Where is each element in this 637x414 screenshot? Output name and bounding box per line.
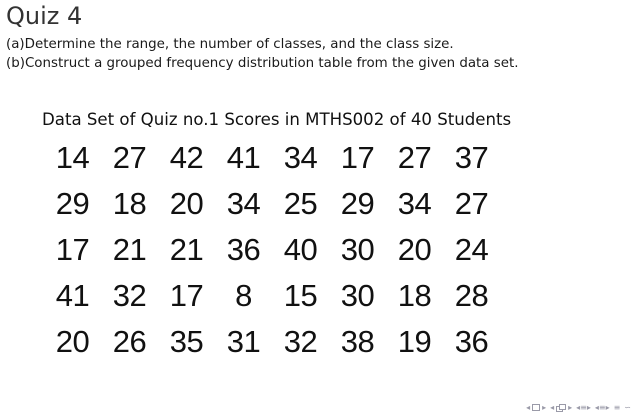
nav-subsection-icon[interactable]: ◂≡▸ — [576, 403, 591, 412]
score-cell: 27 — [112, 140, 147, 175]
score-cell: 40 — [283, 232, 318, 267]
score-cell: 14 — [55, 140, 90, 175]
instruction-a: (a)Determine the range, the number of classes, and the class size. — [6, 37, 454, 52]
score-cell: 26 — [112, 324, 147, 359]
score-cell: 17 — [55, 232, 90, 267]
score-cell: 30 — [340, 278, 375, 313]
nav-search-icon[interactable]: ∽ — [624, 403, 631, 412]
score-cell: 31 — [226, 324, 261, 359]
instructions — [6, 35, 519, 73]
score-cell: 20 — [169, 186, 204, 221]
score-cell: 32 — [283, 324, 318, 359]
score-cell: 24 — [454, 232, 489, 267]
score-cell: 17 — [169, 278, 204, 313]
score-cell: 19 — [397, 324, 432, 359]
score-cell: 27 — [454, 186, 489, 221]
score-cell: 30 — [340, 232, 375, 267]
score-cell: 32 — [112, 278, 147, 313]
score-cell: 18 — [397, 278, 432, 313]
score-cell: 8 — [235, 278, 252, 313]
instruction-b: (b)Construct a grouped frequency distribution table from the given data set. — [6, 56, 519, 71]
score-cell: 27 — [397, 140, 432, 175]
score-cell: 34 — [283, 140, 318, 175]
score-cell: 35 — [169, 324, 204, 359]
score-cell: 25 — [283, 186, 318, 221]
nav-section-icon[interactable]: ◂≡▸ — [594, 403, 610, 412]
score-cell: 21 — [112, 232, 147, 267]
beamer-navigation-bar — [526, 403, 631, 412]
score-cell: 29 — [55, 186, 90, 221]
score-cell: 15 — [283, 278, 318, 313]
scores-row — [44, 227, 500, 273]
scores-row — [44, 319, 500, 365]
score-cell: 37 — [454, 140, 489, 175]
score-cell: 17 — [340, 140, 375, 175]
score-cell: 34 — [226, 186, 261, 221]
scores-row — [44, 135, 500, 181]
score-cell: 20 — [397, 232, 432, 267]
score-cell: 20 — [55, 324, 90, 359]
score-cell: 34 — [397, 186, 432, 221]
slide-title: Quiz 4 — [6, 2, 83, 30]
score-cell: 21 — [169, 232, 204, 267]
score-cell: 29 — [340, 186, 375, 221]
nav-slide-icon[interactable]: ◂ ▸ — [526, 403, 547, 412]
score-cell: 36 — [454, 324, 489, 359]
score-cell: 28 — [454, 278, 489, 313]
dataset-caption: Data Set of Quiz no.1 Scores in MTHS002 of 40 Students — [42, 110, 512, 129]
score-cell: 18 — [112, 186, 147, 221]
scores-grid — [44, 135, 500, 365]
score-cell: 41 — [55, 278, 90, 313]
score-cell: 36 — [226, 232, 261, 267]
scores-row — [44, 181, 500, 227]
nav-frame-icon[interactable]: ◂ ▸ — [550, 403, 573, 412]
nav-menu-icon[interactable]: ≡ — [613, 403, 621, 412]
scores-row — [44, 273, 500, 319]
score-cell: 41 — [226, 140, 261, 175]
score-cell: 42 — [169, 140, 204, 175]
score-cell: 38 — [340, 324, 375, 359]
